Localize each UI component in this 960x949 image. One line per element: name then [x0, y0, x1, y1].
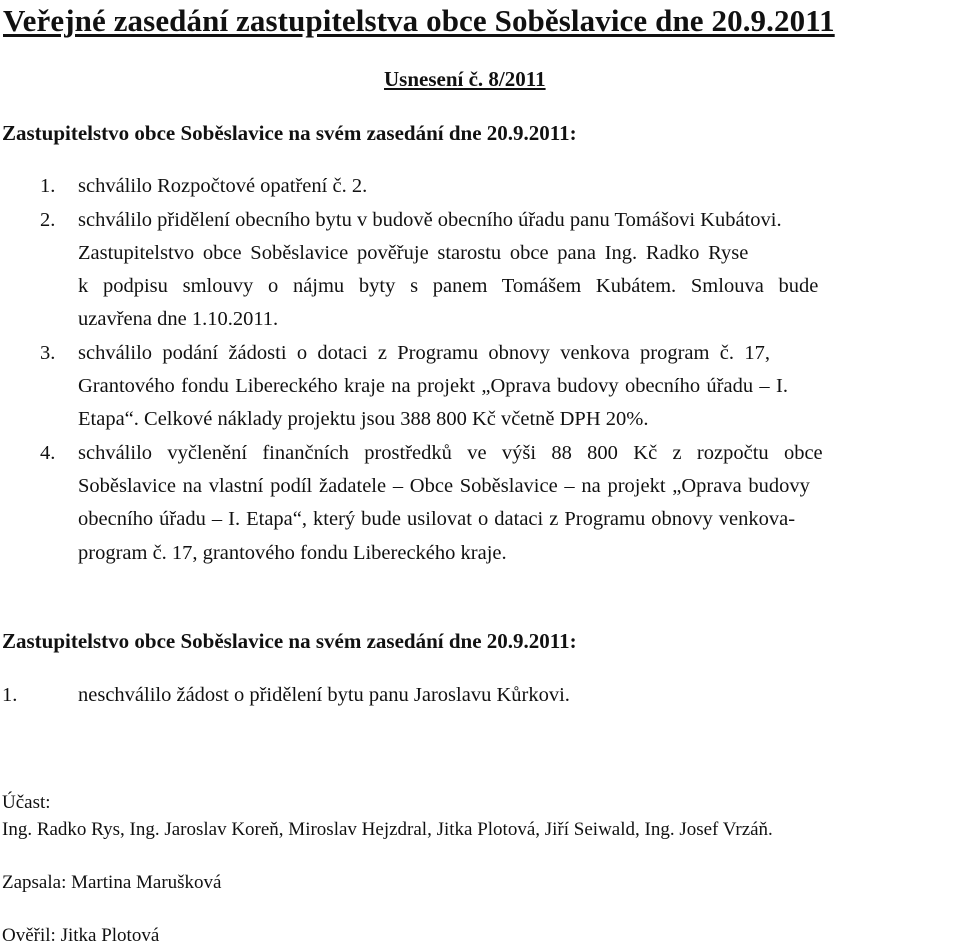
rejected-item-1-text: neschválilo žádost o přidělení bytu panu Jaroslavu Kůrkovi.	[78, 684, 570, 706]
verified-by: Ověřil: Jitka Plotová	[2, 925, 160, 946]
item-4-line-3: obecního úřadu – I. Etapa“, který bude usilovat o dataci z Programu obnovy venkova-	[78, 508, 796, 530]
resolution-number: Usnesení č. 8/2011	[384, 67, 546, 91]
item-4-number: 4.	[40, 442, 56, 464]
attendance-names: Ing. Radko Rys, Ing. Jaroslav Koreň, Miroslav Hejzdral, Jitka Plotová, Jiří Seiwald, Ing. Josef Vrzáň.	[2, 819, 773, 840]
item-3-line-1: schválilo podání žádosti o dotaci z Programu obnovy venkova program č. 17,	[78, 342, 770, 364]
item-1-number: 1.	[40, 175, 56, 197]
item-4-line-4: program č. 17, grantového fondu Libereckého kraje.	[78, 542, 507, 564]
section-approved-heading: Zastupitelstvo obce Soběslavice na svém zasedání dne 20.9.2011:	[2, 121, 577, 145]
item-2-line-2: Zastupitelstvo obce Soběslavice pověřuje starostu obce pana Ing. Radko Ryse	[78, 242, 749, 264]
item-2-line-3: k podpisu smlouvy o nájmu byty s panem Tomášem Kubátem. Smlouva bude	[78, 275, 819, 297]
rejected-item-1-number: 1.	[2, 684, 18, 706]
item-4-line-2: Soběslavice na vlastní podíl žadatele – Obce Soběslavice – na projekt „Oprava budovy	[78, 475, 810, 497]
item-2-line-1: schválilo přidělení obecního bytu v budově obecního úřadu panu Tomášovi Kubátovi.	[78, 209, 782, 231]
item-2-line-4: uzavřena dne 1.10.2011.	[78, 308, 279, 330]
item-2-number: 2.	[40, 209, 56, 231]
item-4-line-1: schválilo vyčlenění finančních prostředků ve výši 88 800 Kč z rozpočtu obce	[78, 442, 823, 464]
attendance-label: Účast:	[2, 792, 51, 813]
item-3-line-3: Etapa“. Celkové náklady projektu jsou 388 800 Kč včetně DPH 20%.	[78, 408, 649, 430]
item-3-number: 3.	[40, 342, 56, 364]
item-3-line-2: Grantového fondu Libereckého kraje na projekt „Oprava budovy obecního úřadu – I.	[78, 375, 788, 397]
section-rejected-heading: Zastupitelstvo obce Soběslavice na svém zasedání dne 20.9.2011:	[2, 629, 577, 653]
document-title: Veřejné zasedání zastupitelstva obce Soběslavice dne 20.9.2011	[3, 3, 835, 38]
recorded-by: Zapsala: Martina Marušková	[2, 872, 222, 893]
item-1-line-1: schválilo Rozpočtové opatření č. 2.	[78, 175, 368, 197]
